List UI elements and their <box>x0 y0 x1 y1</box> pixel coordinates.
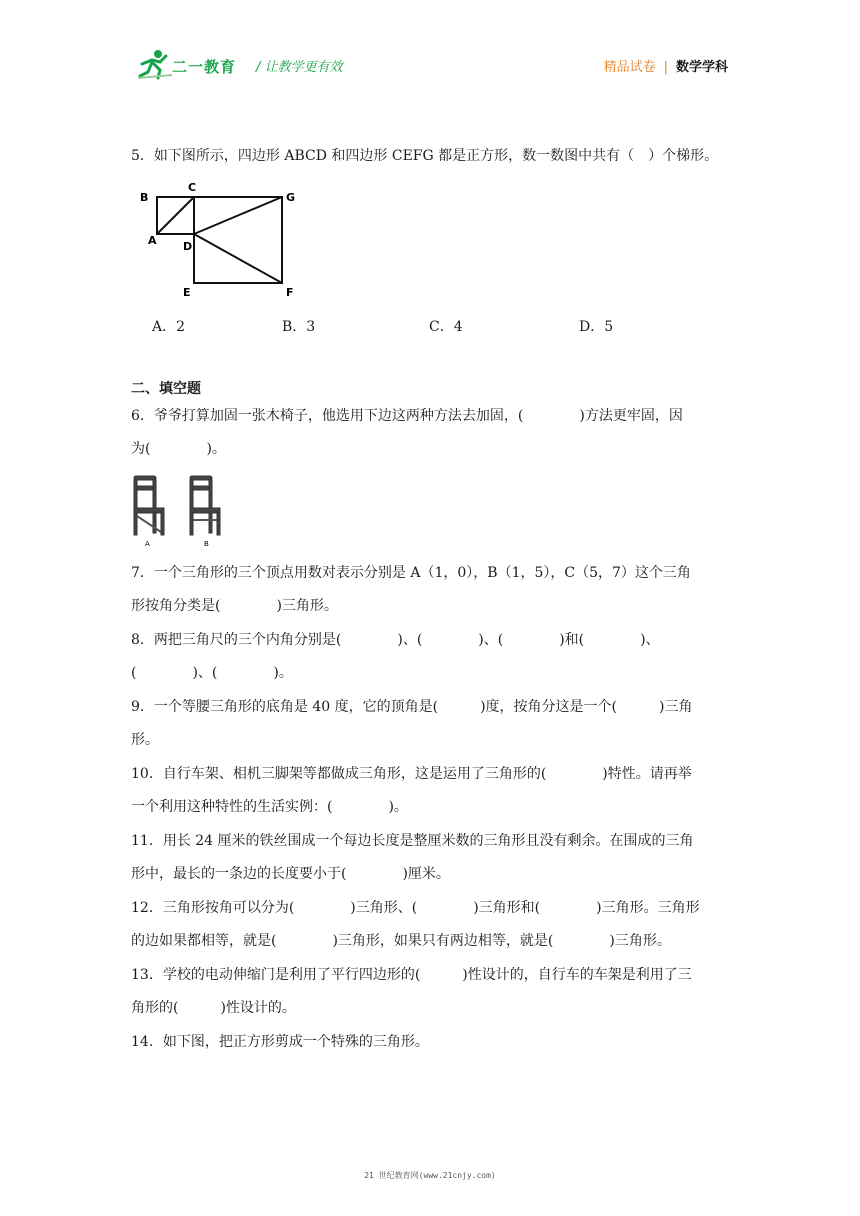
q11-line2: 形中，最长的一条边的长度要小于( )厘米。 <box>131 866 450 882</box>
diagonal-ac <box>157 197 194 234</box>
running-figure-logo-icon <box>136 48 176 80</box>
label-d: D <box>183 240 193 253</box>
chair-figure <box>128 472 238 548</box>
label-e: E <box>183 286 191 299</box>
q9-line1: 9．一个等腰三角形的底角是 40 度，它的顶角是( )度，按角分这是一个( )三角 <box>131 699 693 715</box>
q5-option-c: C．4 <box>429 319 463 335</box>
logo-text: 二一教育 <box>172 58 237 76</box>
q8-line1: 8．两把三角尺的三个内角分别是( )、( )、( )和( )、 <box>131 632 660 648</box>
q13-line2: 角形的( )性设计的。 <box>131 1000 296 1016</box>
tag-quality: 精品试卷 <box>603 60 656 75</box>
chair-label-a: A <box>145 540 150 548</box>
section-title: 二、填空题 <box>131 381 201 397</box>
square-cefg <box>194 197 282 283</box>
header-tags <box>604 56 728 75</box>
slogan: / 让教学更有效 <box>256 60 343 75</box>
chair-a-icon <box>134 476 164 535</box>
q13-line1: 13．学校的电动伸缩门是利用了平行四边形的( )性设计的，自行车的车架是利用了三 <box>131 967 692 983</box>
q12-line1: 12．三角形按角可以分为( )三角形、( )三角形和( )三角形。三角形 <box>131 900 700 916</box>
q10-line2: 一个利用这种特性的生活实例：( )。 <box>131 799 408 815</box>
q5-text: 5．如下图所示，四边形 ABCD 和四边形 CEFG 都是正方形，数一数图中共有（ ）个梯形。 <box>131 148 719 164</box>
line-df <box>194 234 282 283</box>
label-b: B <box>140 191 149 204</box>
q5-option-a: A．2 <box>152 319 186 335</box>
q10-line1: 10．自行车架、相机三脚架等都做成三角形，这是运用了三角形的( )特性。请再举 <box>131 766 692 782</box>
q7-line2: 形按角分类是( )三角形。 <box>131 598 338 614</box>
label-g: G <box>286 191 296 204</box>
q9-line2: 形。 <box>131 732 159 748</box>
label-f: F <box>286 286 294 299</box>
label-c: C <box>188 181 197 194</box>
chair-b-icon <box>190 476 220 535</box>
q12-line2: 的边如果都相等，就是( )三角形，如果只有两边相等，就是( )三角形。 <box>131 933 671 949</box>
q6-line1: 6．爷爷打算加固一张木椅子，他选用下边这两种方法去加固，( )方法更牢固，因 <box>131 408 683 424</box>
chair-label-b: B <box>204 540 209 548</box>
q5-option-d: D．5 <box>579 319 614 335</box>
q8-line2: ( )、( )。 <box>131 665 293 681</box>
page-footer: 21 世纪教育网(www.21cnjy.com) <box>364 1171 496 1180</box>
header-separator: | <box>663 60 668 75</box>
q5-option-b: B．3 <box>282 319 316 335</box>
label-a: A <box>148 234 157 247</box>
tag-subject: 数学学科 <box>675 60 728 75</box>
q6-line2: 为( )。 <box>131 441 226 457</box>
q14-line1: 14．如下图，把正方形剪成一个特殊的三角形。 <box>131 1034 429 1050</box>
q11-line1: 11．用长 24 厘米的铁丝围成一个每边长度是整厘米数的三角形且没有剩余。在围成的三角 <box>131 833 694 849</box>
q7-line1: 7．一个三角形的三个顶点用数对表示分别是 A（1，0），B（1，5），C（5，7）这个三角 <box>131 565 691 581</box>
q5-figure <box>136 180 306 300</box>
line-dg <box>194 197 282 234</box>
